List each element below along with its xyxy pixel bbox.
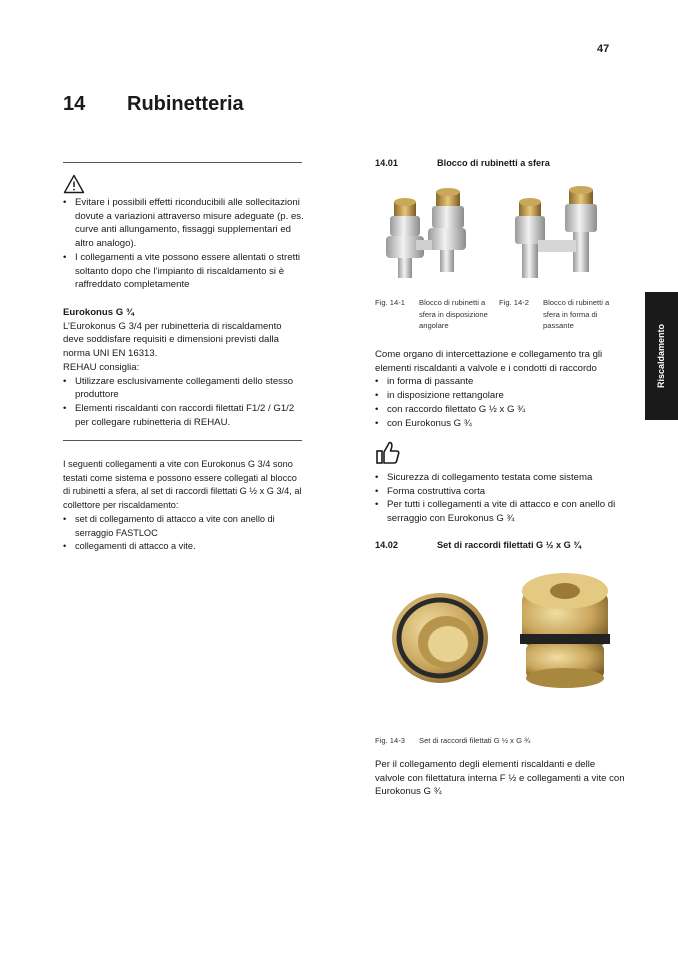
- list-item: • Utilizzare esclusivamente collegamenti dello stesso produttore: [63, 375, 305, 402]
- feature-list: [375, 375, 625, 430]
- list-item: • Forma costruttiva corta: [375, 485, 625, 499]
- list-item: • Sicurezza di collegamento testata come sistema: [375, 471, 625, 485]
- tested-block: [63, 458, 305, 554]
- eurokonus-list: [63, 375, 305, 430]
- figure-label: Fig. 14-1: [375, 298, 405, 307]
- fitting-set-image: [380, 566, 620, 696]
- tested-list: [63, 513, 305, 554]
- warning-triangle-icon: [63, 174, 85, 194]
- list-item: • set di collegamento di attacco a vite con anello di serraggio FASTLOC: [63, 513, 305, 540]
- section-number: 14.02: [375, 540, 398, 550]
- section-intro: Come organo di intercettazione e collegamento tra gli elementi riscaldanti a valvole e i condotti di raccordo: [375, 349, 603, 374]
- section-paragraph: Per il collegamento degli elementi riscaldanti e delle valvole con filettatura interna F ½ e collegamenti a vite con Eurokonus G ¾: [375, 759, 625, 798]
- figure-label: Fig. 14-3: [375, 736, 405, 745]
- section-number: 14.01: [375, 158, 398, 168]
- side-tab: [645, 292, 678, 420]
- section-title: Set di raccordi filettati G ½ x G ¾: [437, 540, 581, 550]
- section-title: Blocco di rubinetti a sfera: [437, 158, 550, 168]
- chapter-title: Rubinetteria: [127, 93, 244, 115]
- page-number: 47: [597, 43, 610, 55]
- list-item: • con raccordo filettato G ½ x G ¾: [375, 403, 625, 417]
- chapter-number: 14: [63, 93, 86, 115]
- list-item: • con Eurokonus G ¾: [375, 417, 625, 431]
- divider: [63, 440, 302, 441]
- eurokonus-paragraph: L’Eurokonus G 3/4 per rubinetteria di riscaldamento deve soddisfare requisiti e dimensioni previsti dalla norma UNI EN 16313.: [63, 320, 282, 360]
- section-intro-block: [375, 348, 625, 430]
- list-item: • Per tutti i collegamenti a vite di attacco e con anello di serraggio con Eurokonus G ¾: [375, 498, 625, 525]
- thumbs-up-icon: [375, 440, 401, 466]
- list-item: • Elementi riscaldanti con raccordi filettati F1/2 / G1/2 per collegare rubinetteria di REHAU.: [63, 402, 305, 429]
- list-item: • in forma di passante: [375, 375, 625, 389]
- list-item: • I collegamenti a vite possono essere allentati o stretti soltanto dopo che l’impianto di riscaldamento si è raffreddato completamente: [63, 251, 305, 292]
- warning-list: [63, 196, 305, 292]
- list-item: • Evitare i possibili effetti riconducibili alle sollecitazioni dovute a variazioni attraverso misure adeguate (p. es. curve anti allungamento, fissaggi supplementari ed altro analogo).: [63, 196, 305, 251]
- tested-paragraph: I seguenti collegamenti a vite con Eurokonus G 3/4 sono testati come sistema e possono essere collegati al blocco di rubinetti a sfera, al set di raccordi filettati G ½ x G 3/4, al collettore per riscaldamento:: [63, 459, 302, 511]
- eurokonus-heading: Eurokonus G ¾: [63, 307, 134, 318]
- list-item: • in disposizione rettangolare: [375, 389, 625, 403]
- figure-caption: Blocco di rubinetti a sfera in forma di passante: [543, 298, 610, 330]
- ball-valve-block-images: [376, 180, 616, 290]
- benefit-list: [375, 471, 625, 526]
- divider: [63, 162, 302, 163]
- figure-caption: Set di raccordi filettati G ½ x G ¾: [419, 736, 531, 745]
- figure-label: Fig. 14-2: [499, 298, 529, 307]
- list-item: • collegamenti di attacco a vite.: [63, 540, 305, 554]
- side-tab-label: Riscaldamento: [656, 323, 667, 389]
- eurokonus-advice: REHAU consiglia:: [63, 361, 140, 373]
- figure-caption: Blocco di rubinetti a sfera in disposizione angolare: [419, 298, 488, 330]
- eurokonus-block: [63, 306, 305, 429]
